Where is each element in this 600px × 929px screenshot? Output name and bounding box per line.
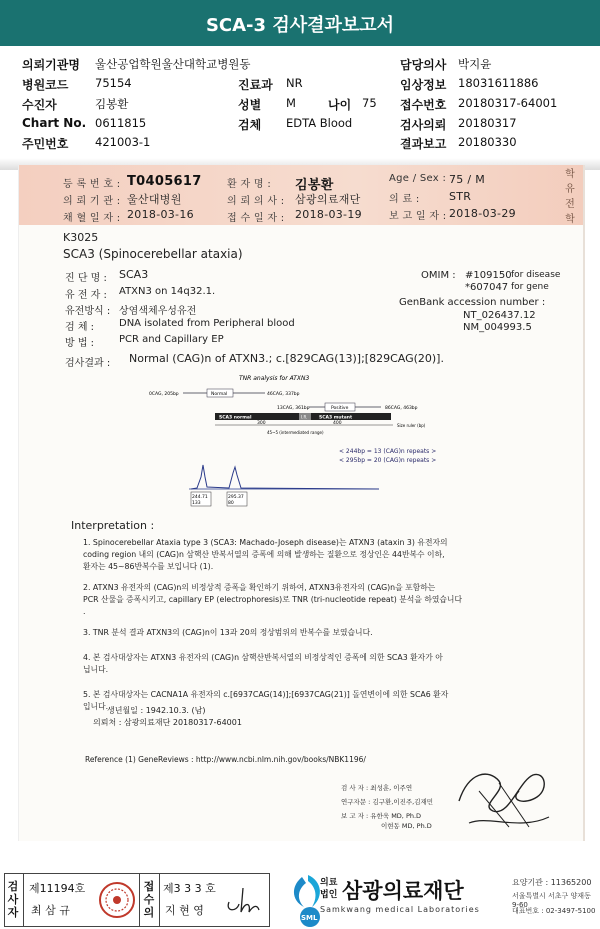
result-value: Normal (CAG)n of ATXN3.; c.[829CAG(13)];[829CAG(20)]. [129, 352, 444, 365]
request-date-value: 20180317 [458, 116, 517, 130]
reqdoc-value: 삼광의료재단 [295, 193, 361, 206]
genbank1: NT_026437.12 [463, 310, 536, 321]
annot-295: < 295bp = 20 (CAG)n repeats > [339, 457, 437, 464]
confirm-signature [223, 882, 263, 918]
interp-p3: 3. TNR 분석 결과 ATXN3의 (CAG)n이 13과 20의 정상범위의 반복수를 보였습니다. [83, 628, 373, 637]
handwritten-signature [449, 761, 559, 835]
agesex-label: Age / Sex : [389, 173, 447, 184]
tick-300: 300 [257, 421, 266, 426]
interp-p5a: 5. 본 검사대상자는 CACNA1A 유전자의 c.[6937CAG(14)];[6937CAG(21)] 돌연변이에 의한 SCA6 환자 [83, 690, 449, 699]
report-footer [0, 871, 600, 929]
confirm-name: 지 현 영 [165, 904, 204, 917]
receipt-value: 20180317-64001 [458, 96, 558, 110]
confirm-vertical-label: 접수의 [143, 880, 155, 919]
clinical-value: 18031611886 [458, 76, 539, 90]
report-date-value: 20180330 [458, 135, 517, 149]
doctor-value: 박지윤 [458, 57, 492, 71]
peak2-height: 80 [228, 501, 234, 506]
genbank-label: GenBank accession number : [399, 297, 546, 308]
chart-value: 0611815 [95, 116, 147, 130]
inst-value: 울산대병원 [127, 193, 182, 206]
logo-badge: SML [301, 914, 318, 922]
requester: 의뢰처 : 삼광의료재단 20180317-64001 [93, 718, 242, 727]
tnr-diagram [149, 371, 439, 441]
result-label: 검사결과 : [65, 358, 111, 369]
address: 서울특별시 서초구 양재동 9-60 [512, 892, 591, 909]
bar-sep-label: I.R. [301, 414, 308, 420]
interpretation-text [83, 537, 563, 713]
reg-label: 등 록 번 호 : [63, 179, 121, 190]
interp-p1b: coding region 내의 (CAG)n 삼핵산 반복서열의 증폭에 의해 발생하는 질환으로 정상인은 44반복수 이하, [83, 550, 445, 559]
inspector-name: 최 삼 규 [31, 904, 70, 917]
chart-label: Chart No. [22, 116, 87, 130]
name-value: 김봉환 [295, 178, 334, 193]
interp-p2c: . [83, 607, 86, 616]
peak-trace [191, 465, 379, 489]
age-label: 나이 [328, 98, 352, 112]
rep-label: 보 고 일 자 : [389, 211, 447, 222]
dept-value: NR [286, 76, 303, 90]
clinical-label: 임상정보 [400, 78, 447, 92]
interp-p4a: 4. 본 검사대상자는 ATXN3 유전자의 (CAG)n 삼핵산반복서열의 비정상적인 증폭에 의한 SCA3 환자가 아 [83, 653, 443, 662]
patient-info-header [0, 50, 600, 162]
tnr-right-label: 46CAG, 337bp [267, 392, 300, 397]
interp-title: Interpretation : [71, 519, 155, 532]
id-value: 421003-1 [95, 135, 151, 149]
interp-p5b: 입니다. [83, 702, 109, 711]
institution-value: 울산공업학원울산대학교병원동 [95, 57, 251, 71]
doc-header-band [19, 165, 583, 225]
sig-reporter2: 이현동 MD, Ph.D [381, 822, 432, 830]
tick-400: 400 [333, 421, 342, 426]
ruler-label: Size ruler (bp) [397, 423, 426, 428]
logo-small-2: 법인 [320, 890, 338, 900]
patient-value: 김봉환 [95, 97, 129, 111]
tnr-left-label: 0CAG, 205bp [149, 392, 179, 397]
hospital-code-value: 75154 [95, 76, 132, 90]
inherit-label: 유전방식 : [65, 306, 111, 317]
range-label: 45~5 (intermediated range) [267, 430, 324, 435]
doctor-label: 담당의사 [400, 58, 447, 72]
method-label: 방 법 : [65, 338, 95, 349]
specimen-label: 검체 [238, 118, 262, 132]
sig-reporter1: 보 고 자 : 유한욱 MD, Ph.D [341, 812, 422, 820]
logo-name: 삼광의료재단 [342, 879, 464, 903]
report-date-label: 결과보고 [400, 137, 447, 151]
sex-value: M [286, 96, 296, 110]
id-label: 주민번호 [22, 137, 69, 151]
sex-label: 성별 [238, 98, 262, 112]
recv-value: 2018-03-19 [295, 208, 362, 221]
reqdoc-label: 의 뢰 의 사 : [227, 196, 285, 207]
sig-advisor: 연구자문 : 김구환,이진주,김재민 [341, 798, 434, 806]
test-name: SCA3 (Spinocerebellar ataxia) [63, 247, 243, 261]
peak2-size: 295.37 [228, 495, 244, 500]
request-date-label: 검사의뢰 [400, 118, 447, 132]
specimen-value: EDTA Blood [286, 116, 353, 130]
report-title-banner [0, 0, 600, 46]
reg-value: T0405617 [127, 174, 202, 189]
omim-label: OMIM : [421, 270, 456, 281]
interp-p2a: 2. ATXN3 유전자의 (CAG)n의 비정상적 증폭을 확인하기 위하여, ATXN3유전자의 (CAG)n을 포함하는 [83, 583, 436, 592]
inspector-box [4, 873, 270, 927]
tnr-title: TNR analysis for ATXN3 [239, 375, 310, 382]
genbank2: NM_004993.5 [463, 322, 532, 333]
inst-label: 의 뢰 기 관 : [63, 196, 121, 207]
omim2-note: for gene [511, 282, 549, 292]
dx-value: SCA3 [119, 268, 149, 281]
inspector-license: 제11194호 [29, 882, 86, 895]
gene-value: ATXN3 on 14q32.1. [119, 286, 216, 297]
ward-label: 의 료 : [389, 194, 420, 205]
omim2: *607047 [465, 282, 509, 293]
dept-label: 진료과 [238, 78, 273, 92]
logo-english: Samkwang medical Laboratories [320, 905, 480, 914]
sig-tester: 검 사 자 : 최성훈, 이주연 [341, 784, 413, 792]
electropherogram [189, 463, 379, 515]
patient-label: 수진자 [22, 98, 57, 112]
dx-label: 진 단 명 : [65, 273, 107, 284]
confirm-license: 제3 3 3 호 [163, 882, 216, 895]
birth-date: 생년월일 : 1942.10.3. (남) [107, 706, 206, 715]
test-code: K3025 [63, 231, 99, 244]
interp-p1c: 환자는 45~86반복수를 보입니다 (1). [83, 562, 214, 571]
gene-label: 유 전 자 : [65, 290, 107, 301]
agesex-value: 75 / M [449, 173, 485, 186]
bar-normal-label: SCA3 normal [219, 415, 252, 421]
logo-small-1: 의료 [320, 878, 338, 888]
omim1: #109150 [465, 270, 512, 281]
inherit-value: 상염색체우성유전 [119, 306, 197, 317]
recv-label: 접 수 일 자 : [227, 213, 285, 224]
collect-label: 채 혈 일 자 : [63, 213, 121, 224]
interp-p1a: 1. Spinocerebellar Ataxia type 3 (SCA3: Machado-Joseph disease)는 ATXN3 (ataxin 3) 유전자의 [83, 538, 448, 547]
mid-label: 13CAG, 361bp [277, 406, 310, 411]
side-stamp-text: 학 유 전 학 [565, 169, 575, 225]
inspector-vertical-label: 검사자 [7, 880, 19, 919]
inspector-seal [97, 880, 137, 920]
sample-label: 검 체 : [65, 322, 95, 333]
interp-p4b: 닙니다. [83, 665, 109, 674]
provider-code: 요양기관 : 11365200 [512, 878, 592, 887]
peak1-height: 133 [192, 501, 201, 506]
bar-mutant-label: SCA3 mutant [319, 415, 353, 421]
sample-value: DNA isolated from Peripheral blood [119, 318, 295, 329]
method-value: PCR and Capillary EP [119, 334, 224, 345]
receipt-label: 접수번호 [400, 98, 447, 112]
institution-label: 의뢰기관명 [22, 58, 80, 72]
annot-244: < 244bp = 13 (CAG)n repeats > [339, 448, 437, 455]
positive-label: Positive [331, 406, 349, 411]
reference: Reference (1) GeneReviews : http://www.ncbi.nlm.nih.gov/books/NBK1196/ [85, 755, 366, 764]
normal-label: Normal [211, 392, 228, 397]
far-label: 86CAG, 463bp [385, 406, 418, 411]
interp-p2b: PCR 산물을 증폭시키고, capillary EP (electrophoresis)로 TNR (tri-nucleotide repeat) 분석을 하였습니다 [83, 595, 463, 604]
rep-value: 2018-03-29 [449, 207, 516, 220]
name-label: 환 자 명 : [227, 179, 271, 190]
phone: 대표번호 : 02-3497-5100 [512, 907, 596, 915]
hospital-code-label: 병원코드 [22, 78, 69, 92]
ward-value: STR [449, 190, 472, 203]
report-title: SCA-3 검사결과보고서 [205, 15, 395, 36]
age-value: 75 [362, 96, 377, 110]
collect-value: 2018-03-16 [127, 208, 194, 221]
omim1-note: for disease [511, 270, 561, 280]
scanned-report [18, 165, 585, 841]
peak1-size: 244.71 [192, 495, 208, 500]
